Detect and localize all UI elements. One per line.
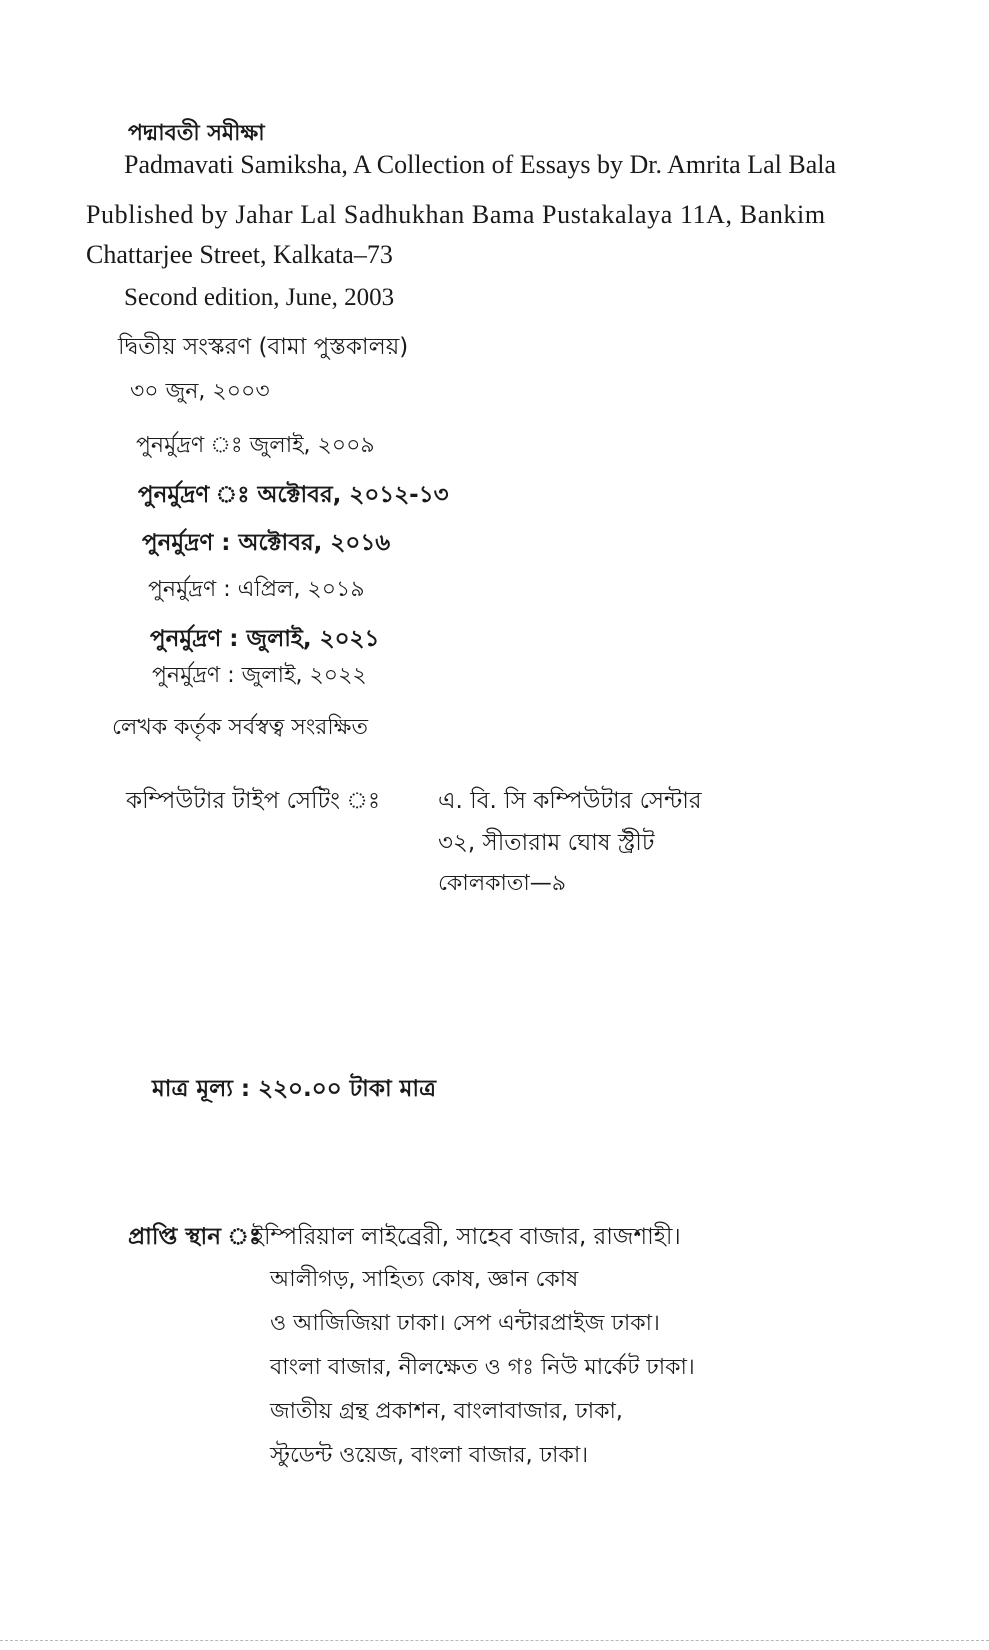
reprint-line: পুনর্মুদ্রণ ঃ অক্টোবর, ২০১২-১৩ [138,482,449,508]
availability-line: আলীগড়, সাহিত্য কোষ, জ্ঞান কোষ [270,1267,579,1292]
availability-line: বাংলা বাজার, নীলক্ষেত ও গঃ নিউ মার্কেট ঢাকা। [270,1355,695,1380]
typesetting-line: ৩২, সীতারাম ঘোষ স্ট্রীট [438,830,655,856]
typesetting-line: এ. বি. সি কম্পিউটার সেন্টার [438,788,702,814]
reprint-line: পুনর্মুদ্রণ : অক্টোবর, ২০১৬ [142,530,391,556]
publication-line-2: Published by Jahar Lal Sadhukhan Bama Pustakalaya 11A, Bankim [86,200,826,229]
availability-line: স্টুডেন্ট ওয়েজ, বাংলা বাজার, ঢাকা। [270,1443,589,1468]
reprint-line: পুনর্মুদ্রণ : এপ্রিল, ২০১৯ [148,577,365,602]
typesetting-label: কম্পিউটার টাইপ সেটিং ঃ [126,788,381,814]
availability-line: ইম্পিরিয়াল লাইব্রেরী, সাহেব বাজার, রাজশাহী। [252,1224,681,1250]
copyright-notice: লেখক কর্তৃক সর্বস্বত্ব সংরক্ষিত [112,715,368,740]
price: মাত্র মূল্য : ২২০.০০ টাকা মাত্র [152,1076,436,1102]
availability-line: ও আজিজিয়া ঢাকা। সেপ এন্টারপ্রাইজ ঢাকা। [270,1311,660,1336]
reprint-line: পুনর্মুদ্রণ : জুলাই, ২০২২ [152,663,367,688]
page-bottom-edge [0,1640,989,1643]
availability-label: প্রাপ্তি স্থান ঃ [128,1224,262,1250]
edition-english: Second edition, June, 2003 [124,284,395,311]
reprint-line: পুনর্মুদ্রণ : জুলাই, ২০২১ [150,626,380,652]
edition-bengali: দ্বিতীয় সংস্করণ (বামা পুস্তকালয়) [118,334,409,360]
availability-line: জাতীয় গ্রন্থ প্রকাশন, বাংলাবাজার, ঢাকা, [270,1399,623,1424]
reprint-line: পুনর্মুদ্রণ ঃ জুলাই, ২০০৯ [136,433,375,458]
typesetting-line: কোলকাতা—৯ [438,871,567,896]
publication-line-3: Chattarjee Street, Kalkata–73 [86,240,393,269]
book-title: পদ্মাবতী সমীক্ষা [128,121,265,146]
edition-date: ৩০ জুন, ২০০৩ [130,379,270,404]
publication-line-1: Padmavati Samiksha, A Collection of Essays by Dr. Amrita Lal Bala [124,150,837,179]
